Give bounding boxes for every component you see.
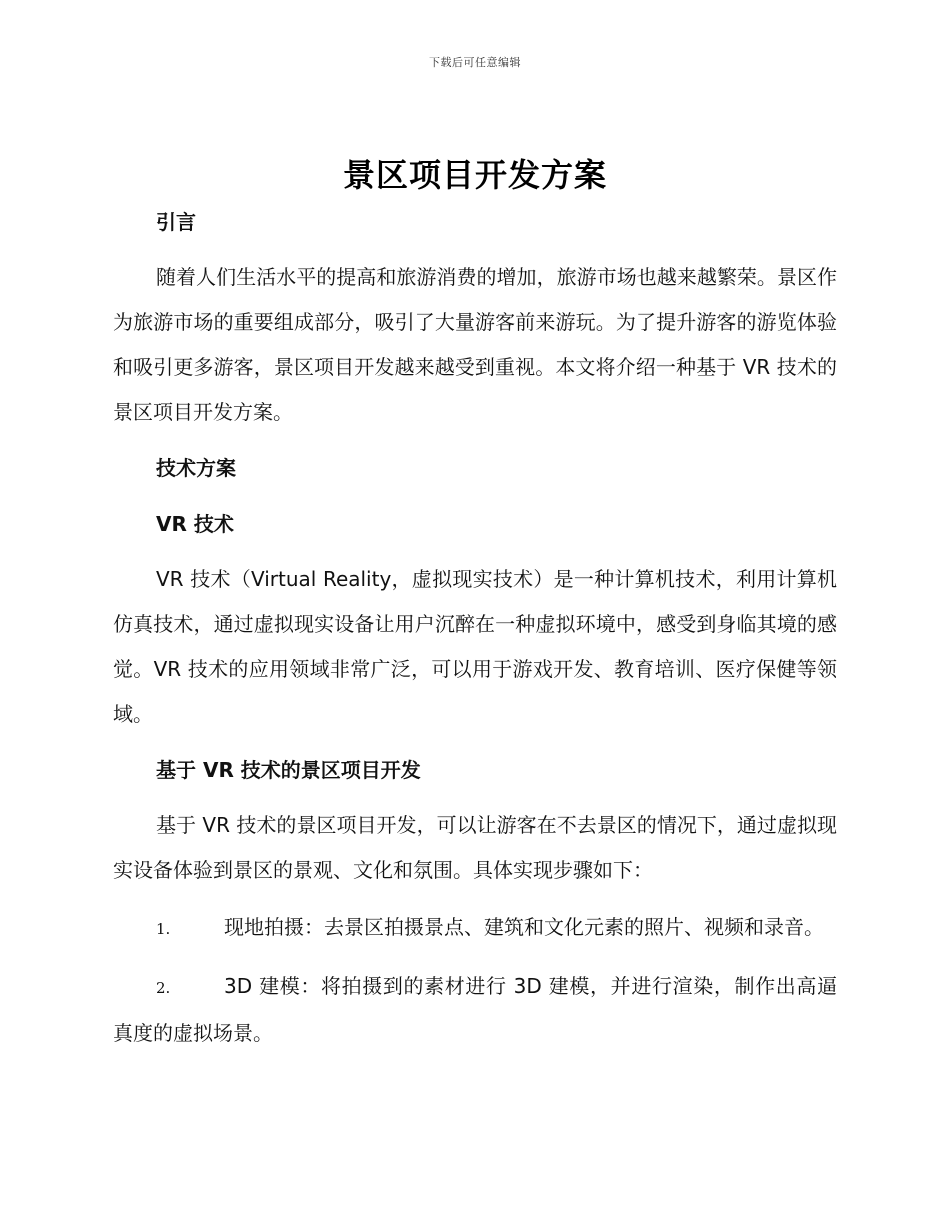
list-item [113,905,837,952]
section-heading-vr: VR 技术 [156,512,234,536]
section-heading-tech: 技术方案 [156,456,236,480]
list-item-text: 3D 建模：将拍摄到的素材进行 3D 建模，并进行渲染，制作出高逼真度的虚拟场景。 [113,974,837,1045]
paragraph-intro: 随着人们生活水平的提高和旅游消费的增加，旅游市场也越来越繁荣。景区作为旅游市场的重要组成部分，吸引了大量游客前来游玩。为了提升游客的游览体验和吸引更多游客，景区项目开发越来越受到重视。本文将介绍一种基于 VR 技术的景区项目开发方案。 [113,265,837,424]
section-heading-intro: 引言 [156,210,196,234]
list-item-text: 现地拍摄：去景区拍摄景点、建筑和文化元素的照片、视频和录音。 [224,915,824,939]
document-body [113,204,837,1056]
document-title: 景区项目开发方案 [342,156,607,194]
header-note: 下载后可任意编辑 [429,56,521,69]
section-heading-dev: 基于 VR 技术的景区项目开发 [156,758,421,782]
list-number: 2. [156,979,171,997]
paragraph-dev: 基于 VR 技术的景区项目开发，可以让游客在不去景区的情况下，通过虚拟现实设备体验到景区的景观、文化和氛围。具体实现步骤如下： [113,813,837,882]
list-item [113,964,837,1056]
list-number: 1. [156,920,171,938]
paragraph-vr: VR 技术（Virtual Reality，虚拟现实技术）是一种计算机技术，利用计算机仿真技术，通过虚拟现实设备让用户沉醉在一种虚拟环境中，感受到身临其境的感觉。VR 技术的应用领域非常广泛，可以用于游戏开发、教育培训、医疗保健等领域。 [113,567,837,726]
